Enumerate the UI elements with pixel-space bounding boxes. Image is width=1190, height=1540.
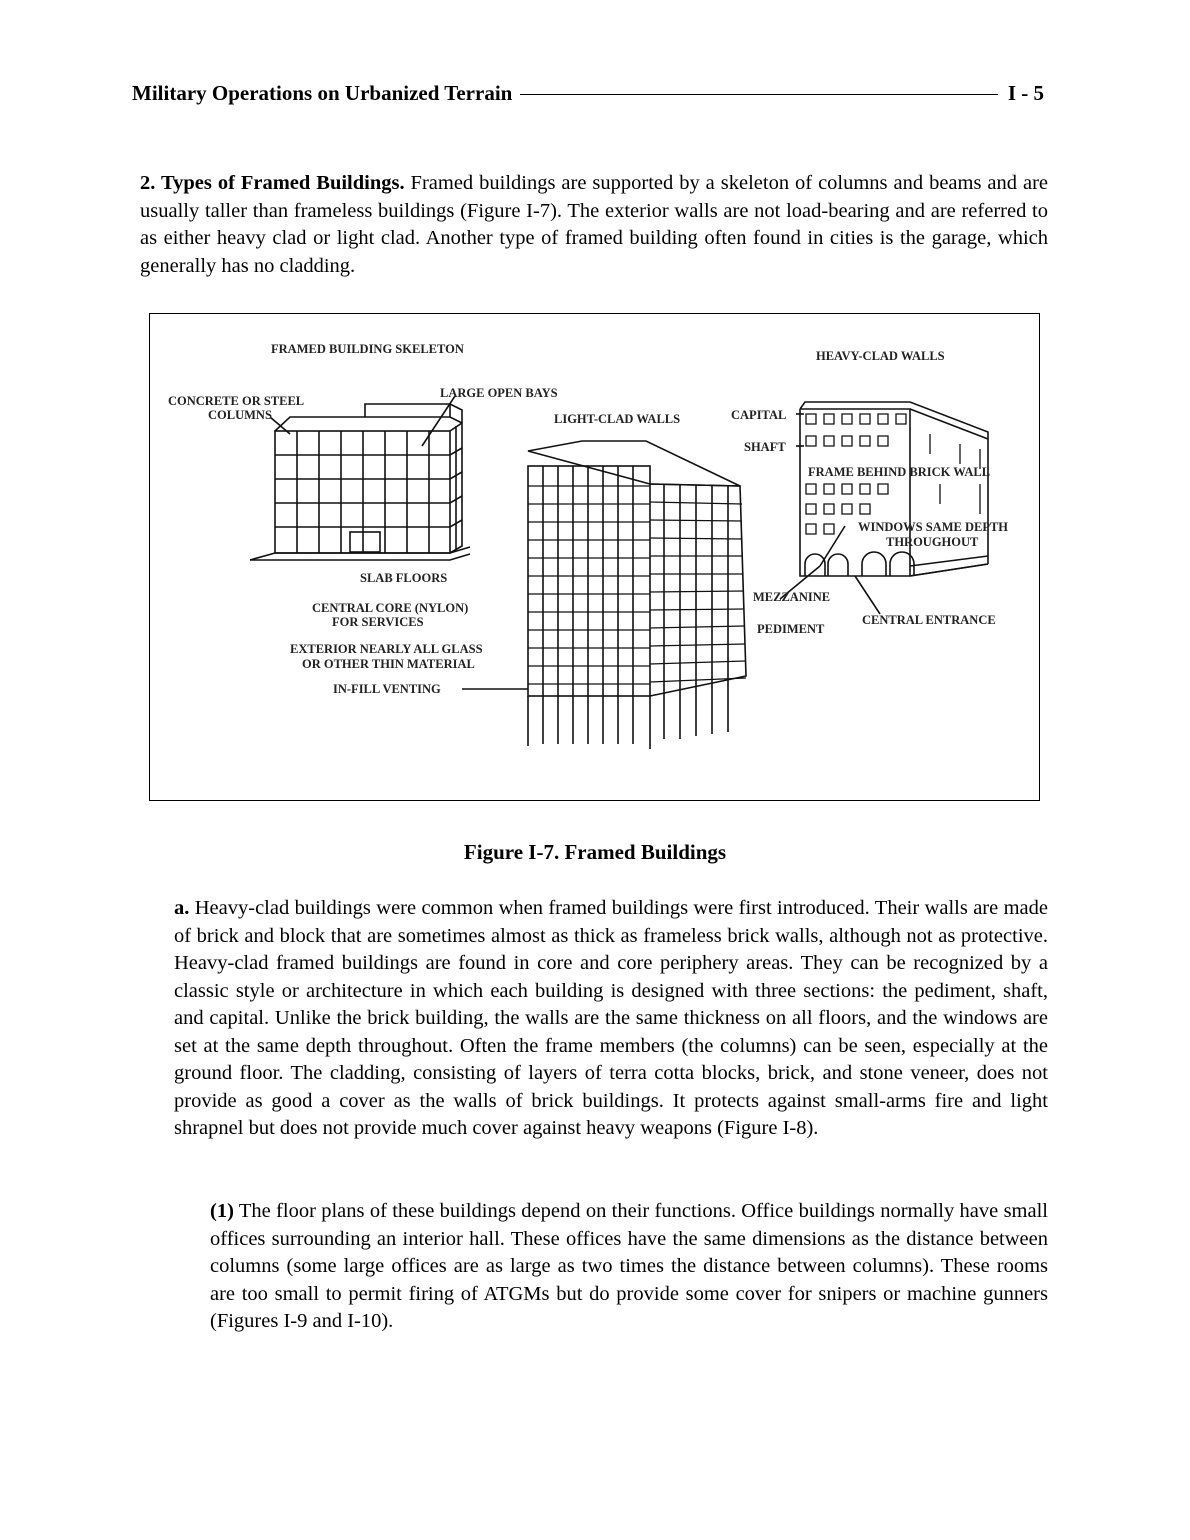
label-core-line1: CENTRAL CORE (NYLON) [312, 601, 469, 615]
paragraph-1-body: The floor plans of these buildings depend on their functions. Office buildings normally have small offices surrounding an interior hall. These offices have the same dimensions as the distance between columns (some large offices are as large as two times the distance between columns). These rooms are too small to permit firing of ATGMs but do provide some cover for snipers or machine gunners (Figures I-9 and I-10). [210, 1200, 1048, 1332]
label-skeleton-title: FRAMED BUILDING SKELETON [271, 342, 464, 356]
label-columns-line1: CONCRETE OR STEEL [168, 394, 305, 408]
figure-caption: Figure I-7. Framed Buildings [463, 840, 727, 864]
label-windows-line1: WINDOWS SAME DEPTH [858, 520, 1009, 534]
label-windows-line2: THROUGHOUT [886, 535, 979, 549]
label-core-line2: FOR SERVICES [332, 615, 424, 629]
heavy-clad-building-drawing [800, 402, 991, 576]
label-shaft: SHAFT [744, 440, 786, 454]
label-exterior-line1: EXTERIOR NEARLY ALL GLASS [290, 642, 483, 656]
framed-buildings-illustration [150, 314, 1038, 799]
label-central-entrance: CENTRAL ENTRANCE [862, 613, 996, 627]
label-infill-venting: IN-FILL VENTING [333, 682, 441, 696]
section-2-heading: 2. Types of Framed Buildings. [140, 172, 405, 194]
label-open-bays: LARGE OPEN BAYS [440, 386, 558, 400]
label-frame-behind-brick: FRAME BEHIND BRICK WALL [808, 465, 991, 479]
header-rule [520, 94, 998, 95]
framed-buildings-figure [149, 313, 1040, 801]
label-mezzanine: MEZZANINE [753, 590, 831, 604]
paragraph-1 [210, 1198, 1048, 1336]
label-pediment: PEDIMENT [757, 622, 825, 636]
label-capital: CAPITAL [731, 408, 787, 422]
paragraph-a-body: Heavy-clad buildings were common when framed buildings were first introduced. Their walls are made of brick and block that are sometimes almost as thick as frameless brick walls, although not as protective. Heavy-clad framed buildings are found in core and core periphery areas. They can be recognized by a classic style or architecture in which each building is designed with three sections: the pediment, shaft, and capital. Unlike the brick building, the walls are the same thickness on all floors, and the windows are set at the same depth throughout. Often the frame members (the columns) can be seen, especially at the ground floor. The cladding, consisting of layers of terra cotta blocks, brick, and stone veneer, does not provide as good a cover as the walls of brick buildings. It protects against small-arms fire and light shrapnel but does not provide much cover against heavy weapons (Figure I-8). [174, 897, 1048, 1139]
paragraph-a [174, 895, 1048, 1143]
header-title: Military Operations on Urbanized Terrain [132, 80, 513, 105]
label-heavy-clad-title: HEAVY-CLAD WALLS [816, 349, 945, 363]
label-exterior-line2: OR OTHER THIN MATERIAL [302, 657, 475, 671]
label-light-clad-title: LIGHT-CLAD WALLS [554, 412, 681, 426]
label-columns-line2: COLUMNS [208, 408, 272, 422]
label-slab-floors: SLAB FLOORS [360, 571, 448, 585]
section-2-paragraph [140, 170, 1048, 280]
running-header [132, 78, 1044, 108]
section-2-body: Framed buildings are supported by a skeleton of columns and beams and are usually taller than frameless buildings (Figure I-7). The exterior walls are not load-bearing and are referred to as either heavy clad or light clad. Another type of framed building often found in cities is the garage, which generally has no cladding. [140, 172, 1048, 277]
paragraph-1-marker: (1) [210, 1200, 234, 1222]
header-page-number: I - 5 [1007, 80, 1044, 105]
paragraph-a-marker: a. [174, 897, 190, 919]
